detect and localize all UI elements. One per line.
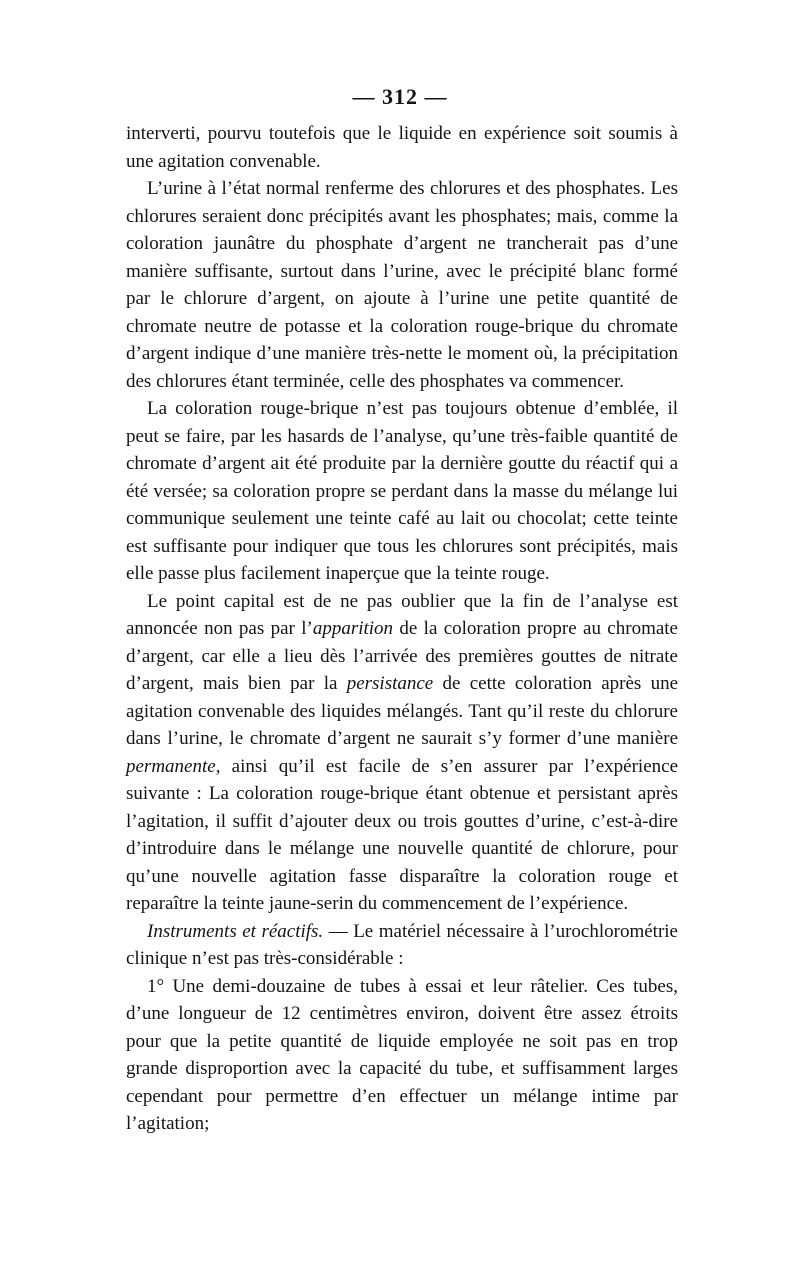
text-run: — Le matériel nécessaire à l’urochlorométrie clinique n’est pas très-considérable : bbox=[126, 920, 678, 969]
paragraph bbox=[126, 120, 678, 175]
paragraph bbox=[126, 175, 678, 395]
italic-text: apparition bbox=[312, 618, 394, 639]
text-run: Le point capital est de ne pas oublier que la fin de l’analyse est annoncée non pas par l’ bbox=[126, 590, 678, 639]
italic-text: persistance bbox=[346, 673, 434, 694]
body-text bbox=[126, 120, 678, 1138]
text-run: de la coloration propre au chromate d’argent, car elle a lieu dès l’arrivée des premières gouttes de nitrate d’argent, mais bien par la bbox=[126, 618, 678, 694]
text-run: 1° Une demi-douzaine de tubes à essai et leur râtelier. Ces tubes, d’une longueur de 12 centimètres environ, doivent être assez étroits pour que la petite quantité de liquide employée ne soit pas en trop grande disproportion avec la capacité du tube, et suffisamment larges cependant pour permettre d’en effectuer un mélange intime par l’agitation; bbox=[126, 975, 678, 1134]
page-number: — 312 — bbox=[352, 84, 448, 109]
paragraph bbox=[126, 588, 678, 918]
paragraph bbox=[126, 918, 678, 973]
text-run: interverti, pourvu toutefois que le liquide en expérience soit soumis à une agitation convenable. bbox=[126, 123, 678, 172]
text-run: La coloration rouge-brique n’est pas toujours obtenue d’emblée, il peut se faire, par les hasards de l’analyse, qu’une très-faible quantité de chromate d’argent ait été produite par la dernière goutte du réactif qui a été versée; sa coloration propre se perdant dans la masse du mélange lui communique seulement une teinte café au lait ou chocolat; cette teinte est suffisante pour indiquer que tous les chlorures sont précipités, mais elle passe plus facilement inaperçue que la teinte rouge. bbox=[126, 398, 678, 584]
italic-text: Instruments et réactifs. bbox=[147, 920, 324, 942]
text-run: , ainsi qu’il est facile de s’en assurer par l’expérience suivante : La coloration rouge-brique étant obtenue et persistant après l’agitation, il suffit d’ajouter deux ou trois gouttes d’urine, c’est-à-dire d’introduire dans le mélange une nouvelle quantité de chlorure, pour qu’une nouvelle agitation fasse disparaître la coloration rouge et reparaître la teinte jaune-serin du commencement de l’expérience. bbox=[126, 755, 678, 914]
text-run: de cette coloration après une agitation convenable des liquides mélangés. Tant qu’il reste du chlorure dans l’urine, le chromate d’argent ne saurait s’y former d’une manière bbox=[126, 673, 679, 749]
italic-text: permanente bbox=[126, 755, 216, 777]
paragraph bbox=[126, 973, 678, 1138]
text-run: L’urine à l’état normal renferme des chlorures et des phosphates. Les chlorures seraient donc précipités avant les phosphates; mais, comme la coloration jaunâtre du phosphate d’argent ne trancherait pas d’une manière suffisante, surtout dans l’urine, avec le précipité blanc formé par le chlorure d’argent, on ajoute à l’urine une petite quantité de chromate neutre de potasse et la coloration rouge-brique du chromate d’argent indique d’une manière très-nette le moment où, la précipitation des chlorures étant terminée, celle des phosphates va commencer. bbox=[126, 178, 678, 392]
paragraph bbox=[126, 395, 678, 588]
